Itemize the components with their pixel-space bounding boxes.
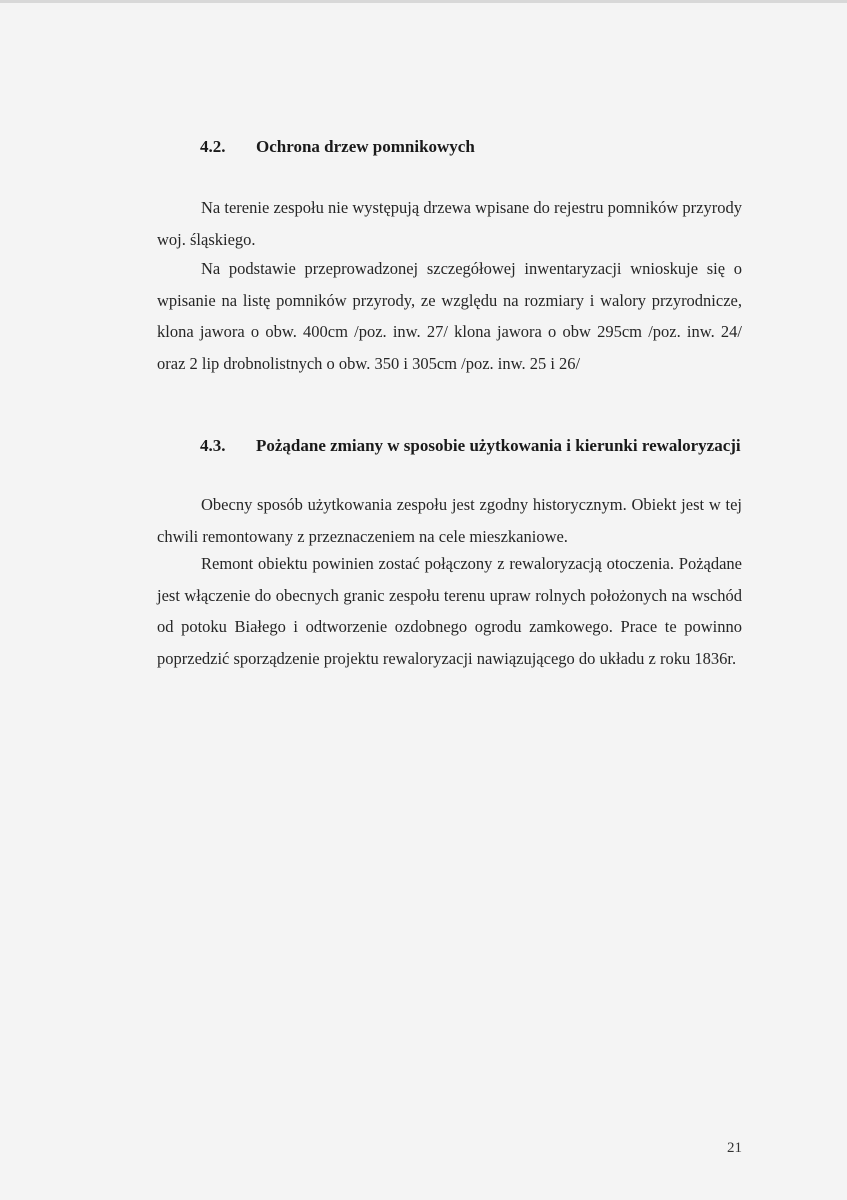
paragraph: Obecny sposób użytkowania zespołu jest zgodny historycznym. Obiekt jest w tej chwili remontowany z przeznaczeniem na cele mieszkaniowe. bbox=[157, 495, 742, 546]
paragraph: Remont obiektu powinien zostać połączony z rewaloryzacją otoczenia. Pożądane jest włączenie do obecnych granic zespołu terenu upraw rolnych położonych na wschód od potoku Białego i odtworzenie ozdobnego ogrodu zamkowego. Prace te powinno poprzedzić sporządzenie projektu rewaloryzacji nawiązującego do układu z roku 1836r. bbox=[157, 554, 742, 668]
section-number: 4.2. bbox=[200, 137, 226, 156]
section-title: Pożądane zmiany w sposobie użytkowania i kierunki rewaloryzacji bbox=[256, 436, 741, 455]
section-heading-4-2 bbox=[200, 137, 475, 157]
section-title: Ochrona drzew pomnikowych bbox=[256, 137, 475, 156]
section-heading-4-3 bbox=[200, 436, 741, 456]
paragraph: Na podstawie przeprowadzonej szczegółowej inwentaryzacji wnioskuje się o wpisanie na listę pomników przyrody, ze względu na rozmiary i walory przyrodnicze, klona jawora o obw. 400cm /poz. inw. 27/ klona jawora o obw 295cm /poz. inw. 24/ oraz 2 lip drobnolistnych o obw. 350 i 305cm /poz. inw. 25 i 26/ bbox=[157, 259, 742, 373]
section-number: 4.3. bbox=[200, 436, 226, 455]
page-number: 21 bbox=[727, 1140, 742, 1156]
paragraph: Na terenie zespołu nie występują drzewa wpisane do rejestru pomników przyrody woj. śląskiego. bbox=[157, 198, 742, 249]
